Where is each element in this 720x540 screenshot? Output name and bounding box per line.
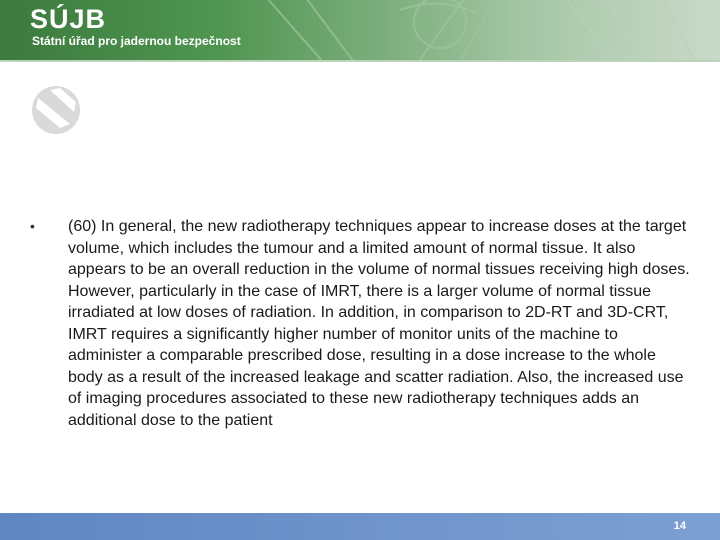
footer-bar [0, 513, 720, 540]
agency-name: Státní úřad pro jadernou bezpečnost [32, 34, 241, 48]
body-paragraph: (60) In general, the new radiotherapy techniques appear to increase doses at the target volume, which includes the tumour and a limited amount of normal tissue. It also appears to be an overall reduction in the volume of normal tissues receiving high doses. However, particularly in the case of IMRT, there is a larger volume of normal tissue irradiated at low doses of radiation. In addition, in comparison to 2D-RT and 3D-CRT, IMRT requires a significantly higher number of monitor units of the machine to administer a comparable prescribed dose, resulting in a dose increase to the whole body as a result of the increased leakage and scatter radiation. Also, the increased use of imaging procedures associated to these new radiotherapy techniques adds an additional dose to the patient [68, 218, 690, 429]
bullet-item [30, 216, 690, 431]
header-banner [0, 0, 720, 60]
page-number: 14 [673, 520, 686, 532]
header-decoration [0, 0, 720, 60]
slide-content [30, 216, 690, 431]
bullet-marker: • [30, 218, 35, 234]
agency-logo: SÚJB [30, 4, 107, 34]
agency-emblem-icon [30, 84, 82, 136]
header-divider [0, 60, 720, 62]
